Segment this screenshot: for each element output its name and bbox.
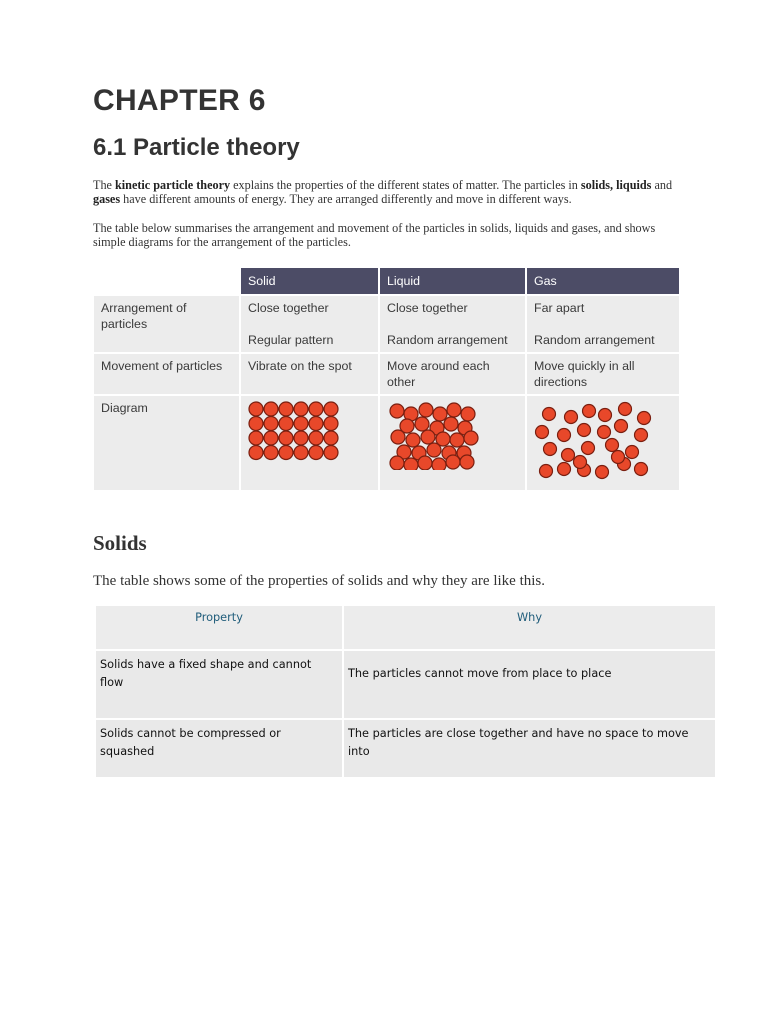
gas-particle: [635, 463, 648, 476]
liquid-particle: [461, 407, 475, 421]
solid-particle: [279, 417, 293, 431]
gas-particle: [543, 408, 556, 421]
gas-particle: [558, 429, 571, 442]
solid-particle: [264, 446, 278, 460]
gas-particle: [619, 403, 632, 416]
solid-particle: [324, 431, 338, 445]
table-intro-paragraph: The table below summarises the arrangement and movement of the particles in solids, liquids and gases, and shows simple diagrams for the arrangement of the particles.: [93, 221, 656, 249]
gas-particle: [558, 463, 571, 476]
liquid-particle: [447, 403, 461, 417]
solid-particle: [309, 402, 323, 416]
liquid-particle: [444, 417, 458, 431]
gas-particle: [544, 443, 557, 456]
liquid-particles-diagram: [387, 400, 487, 470]
states-table-header-row: [94, 268, 679, 294]
gas-particle: [598, 426, 611, 439]
property-cell: Solids cannot be compressed or squashed: [96, 720, 342, 777]
states-of-matter-table: [92, 266, 681, 492]
solid-particle: [264, 402, 278, 416]
liquid-particle: [390, 456, 404, 470]
solid-particle: [324, 446, 338, 460]
liquid-particle: [427, 443, 441, 457]
intro-paragraph: The kinetic particle theory explains the properties of the different states of matter. The particles in solids, liquids and gases have different amounts of energy. They are arranged differently and move in different ways.: [93, 178, 673, 206]
header-liquid: Liquid: [380, 268, 525, 294]
why-cell: The particles cannot move from place to place: [344, 651, 715, 718]
arrangement-row: [94, 296, 679, 352]
solid-particles-diagram: [248, 400, 348, 466]
header-property: Property: [96, 606, 342, 649]
solid-particle: [279, 446, 293, 460]
states-table-corner: [94, 268, 239, 294]
gas-particle: [540, 465, 553, 478]
chapter-heading: CHAPTER 6: [93, 84, 266, 117]
liquid-particle: [432, 458, 446, 470]
gas-particle: [574, 456, 587, 469]
solids-table-header-row: [96, 606, 715, 649]
gas-particles-diagram: [534, 400, 656, 486]
solids-intro: The table shows some of the properties of solids and why they are like this.: [93, 573, 545, 589]
gas-arrangement: Far apart Random arrangement: [527, 296, 679, 352]
solid-arrangement: Close together Regular pattern: [241, 296, 378, 352]
why-cell: The particles are close together and have no space to move into: [344, 720, 715, 777]
solid-particle: [309, 417, 323, 431]
solid-particle: [279, 431, 293, 445]
header-why: Why: [344, 606, 715, 649]
solid-particle: [294, 431, 308, 445]
gas-particle: [536, 426, 549, 439]
liquid-particle: [418, 456, 432, 470]
solid-particle: [309, 446, 323, 460]
gas-particle: [582, 442, 595, 455]
term-solids: solids,: [580, 178, 614, 192]
section-heading: 6.1 Particle theory: [93, 134, 300, 161]
liquid-movement: Move around each other: [380, 354, 525, 394]
solid-particle: [309, 431, 323, 445]
solid-movement: Vibrate on the spot: [241, 354, 378, 394]
gas-particle: [615, 420, 628, 433]
solid-particle: [264, 417, 278, 431]
gas-diagram-cell: [527, 396, 679, 490]
solid-particle: [249, 402, 263, 416]
term-kinetic-theory: kinetic particle theory: [115, 178, 231, 192]
solid-particle: [264, 431, 278, 445]
liquid-particle: [406, 433, 420, 447]
gas-particle: [562, 449, 575, 462]
solid-particle: [294, 402, 308, 416]
liquid-arrangement: Close together Random arrangement: [380, 296, 525, 352]
liquid-particle: [391, 430, 405, 444]
solid-particle: [249, 417, 263, 431]
gas-particle: [565, 411, 578, 424]
solids-row-compress: [96, 720, 715, 777]
liquid-particle: [421, 430, 435, 444]
solids-properties-table: [94, 604, 717, 779]
liquid-particle: [446, 455, 460, 469]
liquid-particle: [460, 455, 474, 469]
gas-particle: [626, 446, 639, 459]
header-solid: Solid: [241, 268, 378, 294]
solid-particle: [324, 417, 338, 431]
solid-particle: [249, 446, 263, 460]
solids-heading: Solids: [93, 531, 147, 555]
liquid-particle: [450, 433, 464, 447]
gas-movement: Move quickly in all directions: [527, 354, 679, 394]
liquid-particle: [464, 431, 478, 445]
gas-particle: [612, 451, 625, 464]
header-gas: Gas: [527, 268, 679, 294]
gas-particle: [599, 409, 612, 422]
liquid-particle: [404, 458, 418, 470]
solid-particle: [294, 417, 308, 431]
gas-particle: [596, 466, 609, 479]
diagram-row: [94, 396, 679, 490]
solid-particle: [279, 402, 293, 416]
gas-particle: [638, 412, 651, 425]
solid-particle: [294, 446, 308, 460]
movement-row: [94, 354, 679, 394]
solid-particle: [249, 431, 263, 445]
term-liquids: liquids: [616, 178, 652, 192]
liquid-diagram-cell: [380, 396, 525, 490]
diagram-label: Diagram: [94, 396, 239, 490]
property-cell: Solids have a fixed shape and cannot flow: [96, 651, 342, 718]
gas-particle: [606, 439, 619, 452]
gas-particle: [578, 424, 591, 437]
liquid-particle: [419, 403, 433, 417]
movement-label: Movement of particles: [94, 354, 239, 394]
solid-diagram-cell: [241, 396, 378, 490]
term-gases: gases: [93, 192, 121, 206]
liquid-particle: [433, 407, 447, 421]
liquid-particle: [415, 417, 429, 431]
solid-particle: [324, 402, 338, 416]
liquid-particle: [390, 404, 404, 418]
solids-row-shape: [96, 651, 715, 718]
gas-particle: [583, 405, 596, 418]
arrangement-label: Arrangement of particles: [94, 296, 239, 352]
gas-particle: [635, 429, 648, 442]
